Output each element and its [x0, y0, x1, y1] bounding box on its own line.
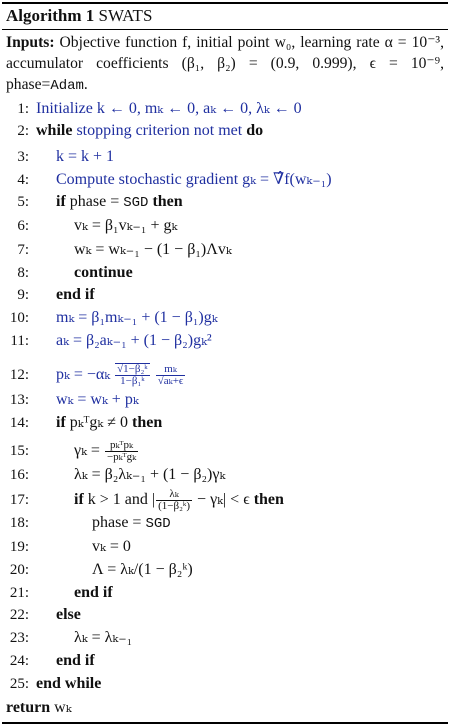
fraction-numerator: mₖ [156, 364, 186, 376]
line-number: 2: [17, 123, 29, 139]
line-number: 5: [17, 194, 29, 210]
fraction-denominator: −pₖᵀgₖ [106, 450, 137, 463]
line-number: 21: [9, 585, 29, 601]
line-number: 3: [17, 149, 29, 165]
algo-line-15 [0, 436, 450, 466]
fraction-lambda [156, 489, 192, 512]
keyword-end-if: end if [74, 584, 113, 601]
return-line [0, 697, 450, 719]
fraction-step [156, 364, 186, 387]
line-number: 22: [9, 607, 29, 623]
header-rule [2, 29, 448, 30]
line-number: 19: [9, 539, 29, 555]
line-number: 11: [10, 333, 29, 349]
line-text: vₖ = 0 [92, 538, 131, 555]
algo-line-9 [0, 284, 450, 306]
keyword-then: then [132, 414, 163, 431]
line-number: 10: [9, 310, 29, 326]
algo-line-21 [0, 582, 450, 604]
keyword-while: while [36, 122, 73, 139]
line-text: aₖ = β₂aₖ₋₁ + (1 − β₂)gₖ² [56, 332, 212, 349]
inputs-label: Inputs: [6, 34, 55, 51]
algo-line-6 [0, 215, 450, 237]
algo-line-7 [0, 239, 450, 261]
keyword-else: else [56, 606, 81, 623]
algo-line-8 [0, 262, 450, 284]
algo-line-24 [0, 650, 450, 672]
line-text: wₖ = wₖ + pₖ [56, 391, 139, 408]
line-number: 15: [9, 443, 29, 459]
algo-line-25 [0, 673, 450, 695]
algo-line-11 [0, 330, 450, 352]
keyword-if: if [74, 491, 84, 508]
inputs-block [6, 32, 444, 97]
algo-line-19 [0, 536, 450, 558]
algo-line-2 [0, 120, 450, 142]
fraction-numerator: λₖ [156, 489, 192, 501]
algorithm-number: Algorithm 1 [6, 6, 95, 25]
line-text: vₖ = β₁vₖ₋₁ + gₖ [74, 217, 178, 234]
top-rule [2, 2, 448, 4]
algo-line-4 [0, 169, 450, 191]
algo-line-1 [0, 98, 450, 120]
fraction-denominator: √aₖ+ϵ [157, 374, 184, 387]
line-number: 9: [17, 287, 29, 303]
line-number: 25: [9, 676, 29, 692]
line-number: 12: [9, 367, 29, 383]
algo-line-14 [0, 412, 450, 434]
algo-line-16 [0, 464, 450, 486]
algo-line-13 [0, 389, 450, 411]
line-text: Initialize k ← 0, mₖ ← 0, aₖ ← 0, λₖ ← 0 [36, 100, 302, 117]
line-number: 23: [9, 630, 29, 646]
algo-line-22 [0, 604, 450, 626]
line-pre: k > 1 and | [87, 491, 156, 508]
line-text: k = k + 1 [56, 148, 115, 165]
line-number: 1: [17, 101, 29, 117]
line-number: 4: [17, 172, 29, 188]
line-number: 18: [9, 515, 29, 531]
line-text: λₖ = λₖ₋₁ [74, 629, 133, 646]
algo-line-10 [0, 307, 450, 329]
algo-line-17 [0, 486, 450, 514]
fraction-numerator: pₖᵀpₖ [105, 440, 138, 452]
keyword-do: do [246, 122, 264, 139]
keyword-end-while: end while [36, 675, 102, 692]
inputs-end: . [83, 76, 88, 93]
inputs-phase-value: Adam [50, 78, 84, 94]
inputs-text: Objective function f, initial point w₀, learning rate α = 10⁻³, accumulator coefficients (β₁, β₂) = (0.9, 0.999), ϵ = 10⁻⁹, phase= [6, 34, 444, 93]
line-lhs: pₖ = −αₖ [56, 366, 111, 383]
algo-line-12 [0, 360, 450, 390]
algorithm-name: SWATS [98, 6, 153, 25]
fraction-gamma [105, 440, 138, 463]
line-number: 8: [17, 265, 29, 281]
keyword-end-if: end if [56, 652, 95, 669]
line-text: pₖᵀgₖ ≠ 0 [69, 414, 129, 431]
fraction-denominator: (1−β₂ᵏ) [158, 499, 191, 512]
line-text: Λ = λₖ/(1 − β₂ᵏ) [92, 561, 193, 578]
keyword-return: return [6, 699, 51, 716]
keyword-if: if [56, 414, 66, 431]
line-text: Compute stochastic gradient gₖ = ∇̂f(wₖ₋₁) [56, 171, 332, 188]
bottom-rule [2, 722, 448, 724]
algo-line-23 [0, 627, 450, 649]
line-number: 24: [9, 653, 29, 669]
line-text: λₖ = β₂λₖ₋₁ + (1 − β₂)γₖ [74, 466, 226, 483]
algo-line-3 [0, 146, 450, 168]
keyword-then: then [152, 193, 183, 210]
fraction-bias-correction [115, 363, 150, 387]
line-number: 13: [9, 392, 29, 408]
keyword-continue: continue [74, 264, 133, 281]
algo-line-5 [0, 191, 450, 213]
algo-line-20 [0, 559, 450, 581]
line-text: phase = [92, 514, 142, 531]
line-number: 14: [9, 415, 29, 431]
fraction-numerator: √1−β₂ᵏ [117, 363, 148, 376]
line-text: stopping criterion not met [76, 122, 243, 139]
line-text: wₖ = wₖ₋₁ − (1 − β₁)Λvₖ [74, 241, 232, 258]
keyword-then: then [253, 491, 284, 508]
phase-sgd: SGD [123, 195, 149, 211]
line-number: 20: [9, 562, 29, 578]
line-number: 16: [9, 467, 29, 483]
line-number: 7: [17, 242, 29, 258]
line-text: mₖ = β₁mₖ₋₁ + (1 − β₁)gₖ [56, 309, 218, 326]
line-lhs: γₖ = [74, 442, 100, 459]
keyword-if: if [56, 193, 66, 210]
phase-sgd: SGD [145, 516, 171, 532]
algo-line-18 [0, 512, 450, 534]
line-number: 17: [9, 492, 29, 508]
line-text: phase = [69, 193, 120, 210]
return-value: wₖ [54, 699, 72, 716]
fraction-denominator: 1−β₁ᵏ [120, 375, 145, 388]
keyword-end-if: end if [56, 286, 95, 303]
line-number: 6: [17, 218, 29, 234]
algorithm-title [6, 6, 152, 26]
line-post: − γₖ| < ϵ [197, 491, 250, 508]
